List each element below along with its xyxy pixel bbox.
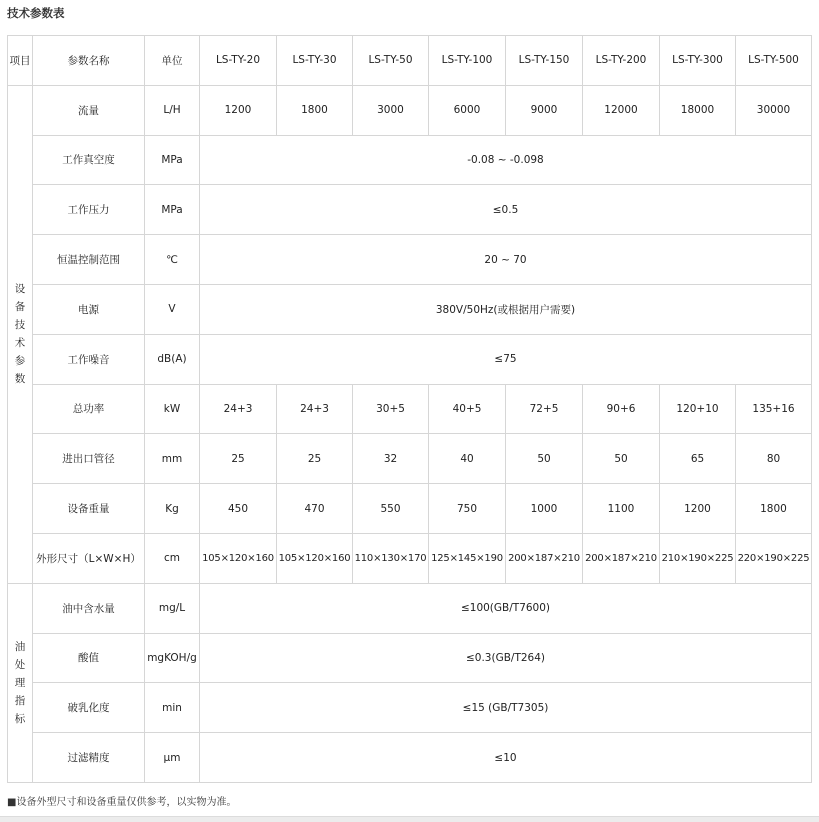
group-char: 标 xyxy=(14,712,26,725)
param-unit: min xyxy=(145,683,200,733)
header-row xyxy=(8,36,812,86)
header-param: 参数名称 xyxy=(33,36,145,86)
table-row xyxy=(8,334,812,384)
group-char: 处 xyxy=(14,658,26,671)
header-model: LS-TY-50 xyxy=(353,36,429,86)
group-char: 设 xyxy=(14,283,26,296)
param-name: 总功率 xyxy=(33,384,145,434)
param-name: 流量 xyxy=(33,85,145,135)
value-cell: 18000 xyxy=(660,85,736,135)
param-name: 电源 xyxy=(33,284,145,334)
value-cell: 50 xyxy=(506,434,583,484)
value-cell: 210×190×225 xyxy=(660,533,736,583)
table-row xyxy=(8,235,812,285)
value-cell: 200×187×210 xyxy=(583,533,660,583)
header-model: LS-TY-100 xyxy=(429,36,506,86)
value-cell: 1200 xyxy=(660,484,736,534)
table-row xyxy=(8,135,812,185)
page-title: 技术参数表 xyxy=(7,6,65,20)
value-cell: 135+16 xyxy=(736,384,812,434)
value-cell: ≤100(GB/T7600) xyxy=(200,583,812,633)
value-cell: 105×120×160 xyxy=(200,533,277,583)
group-char: 油 xyxy=(14,640,26,653)
param-unit: mgKOH/g xyxy=(145,633,200,683)
value-cell: -0.08 ~ -0.098 xyxy=(200,135,812,185)
value-cell: 9000 xyxy=(506,85,583,135)
group-char: 术 xyxy=(14,337,26,350)
table-row xyxy=(8,683,812,733)
value-cell: 220×190×225 xyxy=(736,533,812,583)
table-row xyxy=(8,484,812,534)
header-item: 项目 xyxy=(8,36,33,86)
value-cell: 50 xyxy=(583,434,660,484)
value-cell: 450 xyxy=(200,484,277,534)
header-unit: 单位 xyxy=(145,36,200,86)
value-cell: 125×145×190 xyxy=(429,533,506,583)
param-name: 破乳化度 xyxy=(33,683,145,733)
param-name: 进出口管径 xyxy=(33,434,145,484)
table-row xyxy=(8,533,812,583)
param-unit: kW xyxy=(145,384,200,434)
value-cell: 750 xyxy=(429,484,506,534)
param-unit: Kg xyxy=(145,484,200,534)
footnote: ■设备外型尺寸和设备重量仅供参考，以实物为准。 xyxy=(7,797,237,808)
spec-table xyxy=(7,35,812,783)
value-cell: 90+6 xyxy=(583,384,660,434)
param-name: 过滤精度 xyxy=(33,733,145,783)
group-oil xyxy=(8,583,33,782)
param-name: 工作真空度 xyxy=(33,135,145,185)
value-cell: 80 xyxy=(736,434,812,484)
value-cell: 65 xyxy=(660,434,736,484)
param-unit: MPa xyxy=(145,135,200,185)
bottom-divider xyxy=(0,816,819,822)
value-cell: 470 xyxy=(277,484,353,534)
table-row xyxy=(8,633,812,683)
header-model: LS-TY-30 xyxy=(277,36,353,86)
param-unit: mm xyxy=(145,434,200,484)
group-char: 备 xyxy=(14,301,26,314)
param-unit: MPa xyxy=(145,185,200,235)
param-name: 工作压力 xyxy=(33,185,145,235)
value-cell: 1100 xyxy=(583,484,660,534)
value-cell: 3000 xyxy=(353,85,429,135)
value-cell: 40+5 xyxy=(429,384,506,434)
value-cell: 24+3 xyxy=(200,384,277,434)
header-model: LS-TY-150 xyxy=(506,36,583,86)
param-name: 工作噪音 xyxy=(33,334,145,384)
value-cell: 1200 xyxy=(200,85,277,135)
value-cell: 1800 xyxy=(277,85,353,135)
header-model: LS-TY-20 xyxy=(200,36,277,86)
param-name: 油中含水量 xyxy=(33,583,145,633)
param-unit: μm xyxy=(145,733,200,783)
value-cell: 120+10 xyxy=(660,384,736,434)
value-cell: 1800 xyxy=(736,484,812,534)
param-name: 设备重量 xyxy=(33,484,145,534)
value-cell: 105×120×160 xyxy=(277,533,353,583)
value-cell: 12000 xyxy=(583,85,660,135)
group-equipment xyxy=(8,85,33,583)
param-unit: cm xyxy=(145,533,200,583)
value-cell: 6000 xyxy=(429,85,506,135)
value-cell: ≤0.3(GB/T264) xyxy=(200,633,812,683)
value-cell: ≤75 xyxy=(200,334,812,384)
group-char: 技 xyxy=(14,319,26,332)
value-cell: ≤0.5 xyxy=(200,185,812,235)
table-row xyxy=(8,85,812,135)
param-name: 恒温控制范围 xyxy=(33,235,145,285)
value-cell: ≤10 xyxy=(200,733,812,783)
table-row xyxy=(8,583,812,633)
value-cell: ≤15 (GB/T7305) xyxy=(200,683,812,733)
table-row xyxy=(8,733,812,783)
value-cell: 24+3 xyxy=(277,384,353,434)
table-row xyxy=(8,284,812,334)
group-char: 数 xyxy=(14,373,26,386)
param-unit: V xyxy=(145,284,200,334)
group-char: 指 xyxy=(14,694,26,707)
header-model: LS-TY-500 xyxy=(736,36,812,86)
param-name: 外形尺寸（L×W×H） xyxy=(33,533,145,583)
value-cell: 550 xyxy=(353,484,429,534)
value-cell: 30+5 xyxy=(353,384,429,434)
value-cell: 32 xyxy=(353,434,429,484)
table-row xyxy=(8,384,812,434)
param-unit: L/H xyxy=(145,85,200,135)
param-unit: mg/L xyxy=(145,583,200,633)
value-cell: 25 xyxy=(277,434,353,484)
value-cell: 200×187×210 xyxy=(506,533,583,583)
value-cell: 20 ~ 70 xyxy=(200,235,812,285)
param-unit: dB(A) xyxy=(145,334,200,384)
value-cell: 40 xyxy=(429,434,506,484)
group-char: 参 xyxy=(14,355,26,368)
table-row xyxy=(8,185,812,235)
table-row xyxy=(8,434,812,484)
value-cell: 72+5 xyxy=(506,384,583,434)
header-model: LS-TY-300 xyxy=(660,36,736,86)
value-cell: 30000 xyxy=(736,85,812,135)
value-cell: 380V/50Hz(或根据用户需要) xyxy=(200,284,812,334)
param-unit: ℃ xyxy=(145,235,200,285)
value-cell: 25 xyxy=(200,434,277,484)
value-cell: 1000 xyxy=(506,484,583,534)
group-char: 理 xyxy=(14,676,26,689)
value-cell: 110×130×170 xyxy=(353,533,429,583)
param-name: 酸值 xyxy=(33,633,145,683)
header-model: LS-TY-200 xyxy=(583,36,660,86)
